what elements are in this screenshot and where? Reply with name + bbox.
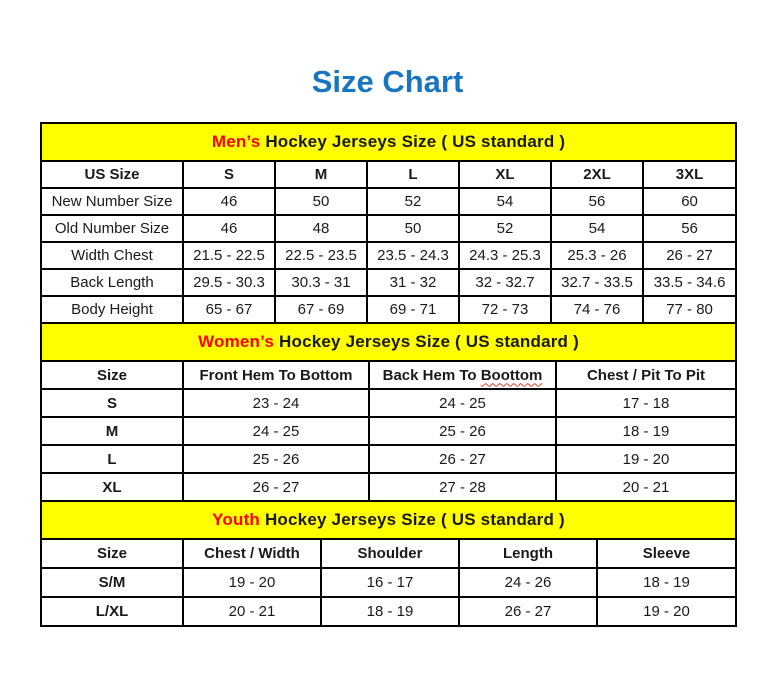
womens-table-row bbox=[41, 389, 736, 417]
row-label: Back Length bbox=[41, 269, 183, 296]
size-value-cell: 67 - 69 bbox=[275, 296, 367, 323]
size-value-cell: 26 - 27 bbox=[459, 597, 597, 626]
row-label: L/XL bbox=[41, 597, 183, 626]
size-value-cell: 32 - 32.7 bbox=[459, 269, 551, 296]
size-value-cell: 74 - 76 bbox=[551, 296, 643, 323]
row-label: S/M bbox=[41, 568, 183, 597]
womens-header-row bbox=[41, 361, 736, 389]
size-value-cell: 48 bbox=[275, 215, 367, 242]
mens-section-banner: Men’s Hockey Jerseys Size ( US standard ) bbox=[41, 123, 736, 161]
mens-size-table bbox=[40, 122, 737, 324]
youth-table-row bbox=[41, 568, 736, 597]
row-label: Old Number Size bbox=[41, 215, 183, 242]
row-label: M bbox=[41, 417, 183, 445]
size-value-cell: 54 bbox=[459, 188, 551, 215]
size-value-cell: 30.3 - 31 bbox=[275, 269, 367, 296]
column-header: Size bbox=[41, 361, 183, 389]
column-header: US Size bbox=[41, 161, 183, 188]
mens-table-row bbox=[41, 215, 736, 242]
size-value-cell: 33.5 - 34.6 bbox=[643, 269, 736, 296]
size-value-cell: 50 bbox=[275, 188, 367, 215]
womens-size-table bbox=[40, 322, 737, 502]
size-value-cell: 56 bbox=[551, 188, 643, 215]
womens-section-banner: Women’s Hockey Jerseys Size ( US standard ) bbox=[41, 323, 736, 361]
size-value-cell: 24 - 26 bbox=[459, 568, 597, 597]
size-value-cell: 23.5 - 24.3 bbox=[367, 242, 459, 269]
column-header: Front Hem To Bottom bbox=[183, 361, 369, 389]
column-header: M bbox=[275, 161, 367, 188]
column-header: XL bbox=[459, 161, 551, 188]
size-value-cell: 19 - 20 bbox=[556, 445, 736, 473]
mens-table-row bbox=[41, 269, 736, 296]
size-value-cell: 46 bbox=[183, 215, 275, 242]
mens-table-row bbox=[41, 188, 736, 215]
youth-size-table bbox=[40, 500, 737, 627]
row-label: S bbox=[41, 389, 183, 417]
youth-section-banner: Youth Hockey Jerseys Size ( US standard ) bbox=[41, 501, 736, 539]
size-value-cell: 18 - 19 bbox=[321, 597, 459, 626]
mens-table-row bbox=[41, 242, 736, 269]
youth-table-row bbox=[41, 597, 736, 626]
column-header: Chest / Pit To Pit bbox=[556, 361, 736, 389]
page-title: Size Chart bbox=[311, 64, 464, 99]
womens-table-row bbox=[41, 417, 736, 445]
size-value-cell: 21.5 - 22.5 bbox=[183, 242, 275, 269]
column-header: S bbox=[183, 161, 275, 188]
column-header: L bbox=[367, 161, 459, 188]
size-value-cell: 24 - 25 bbox=[369, 389, 556, 417]
row-label: Width Chest bbox=[41, 242, 183, 269]
size-value-cell: 54 bbox=[551, 215, 643, 242]
size-value-cell: 26 - 27 bbox=[369, 445, 556, 473]
column-header: Size bbox=[41, 539, 183, 568]
misspelled-word: Boottom bbox=[480, 366, 543, 384]
row-label: XL bbox=[41, 473, 183, 501]
mens-banner-row bbox=[41, 123, 736, 161]
size-value-cell: 19 - 20 bbox=[597, 597, 736, 626]
size-value-cell: 52 bbox=[459, 215, 551, 242]
column-header: 3XL bbox=[643, 161, 736, 188]
size-value-cell: 24.3 - 25.3 bbox=[459, 242, 551, 269]
womens-banner-row bbox=[41, 323, 736, 361]
row-label: L bbox=[41, 445, 183, 473]
size-value-cell: 25 - 26 bbox=[369, 417, 556, 445]
row-label: New Number Size bbox=[41, 188, 183, 215]
size-value-cell: 25.3 - 26 bbox=[551, 242, 643, 269]
size-value-cell: 65 - 67 bbox=[183, 296, 275, 323]
size-value-cell: 25 - 26 bbox=[183, 445, 369, 473]
column-header: Shoulder bbox=[321, 539, 459, 568]
column-header: Chest / Width bbox=[183, 539, 321, 568]
size-value-cell: 18 - 19 bbox=[597, 568, 736, 597]
womens-table-row bbox=[41, 473, 736, 501]
size-value-cell: 32.7 - 33.5 bbox=[551, 269, 643, 296]
size-value-cell: 16 - 17 bbox=[321, 568, 459, 597]
size-value-cell: 17 - 18 bbox=[556, 389, 736, 417]
size-value-cell: 23 - 24 bbox=[183, 389, 369, 417]
column-header: Length bbox=[459, 539, 597, 568]
youth-header-row bbox=[41, 539, 736, 568]
mens-table-row bbox=[41, 296, 736, 323]
size-value-cell: 18 - 19 bbox=[556, 417, 736, 445]
youth-banner-row bbox=[41, 501, 736, 539]
size-value-cell: 26 - 27 bbox=[183, 473, 369, 501]
size-value-cell: 24 - 25 bbox=[183, 417, 369, 445]
size-value-cell: 19 - 20 bbox=[183, 568, 321, 597]
banner-highlight-word: Youth bbox=[212, 510, 261, 529]
size-tables bbox=[40, 122, 735, 627]
banner-highlight-word: Men’s bbox=[211, 132, 261, 151]
size-value-cell: 20 - 21 bbox=[556, 473, 736, 501]
column-header: Back Hem To Boottom bbox=[369, 361, 556, 389]
row-label: Body Height bbox=[41, 296, 183, 323]
size-value-cell: 27 - 28 bbox=[369, 473, 556, 501]
womens-table-row bbox=[41, 445, 736, 473]
size-value-cell: 22.5 - 23.5 bbox=[275, 242, 367, 269]
size-value-cell: 69 - 71 bbox=[367, 296, 459, 323]
column-header: Sleeve bbox=[597, 539, 736, 568]
size-value-cell: 77 - 80 bbox=[643, 296, 736, 323]
size-value-cell: 31 - 32 bbox=[367, 269, 459, 296]
size-value-cell: 46 bbox=[183, 188, 275, 215]
size-value-cell: 56 bbox=[643, 215, 736, 242]
size-value-cell: 26 - 27 bbox=[643, 242, 736, 269]
size-value-cell: 60 bbox=[643, 188, 736, 215]
size-value-cell: 52 bbox=[367, 188, 459, 215]
banner-highlight-word: Women’s bbox=[198, 332, 275, 351]
size-value-cell: 72 - 73 bbox=[459, 296, 551, 323]
column-header: 2XL bbox=[551, 161, 643, 188]
size-value-cell: 50 bbox=[367, 215, 459, 242]
mens-header-row bbox=[41, 161, 736, 188]
size-value-cell: 20 - 21 bbox=[183, 597, 321, 626]
size-value-cell: 29.5 - 30.3 bbox=[183, 269, 275, 296]
